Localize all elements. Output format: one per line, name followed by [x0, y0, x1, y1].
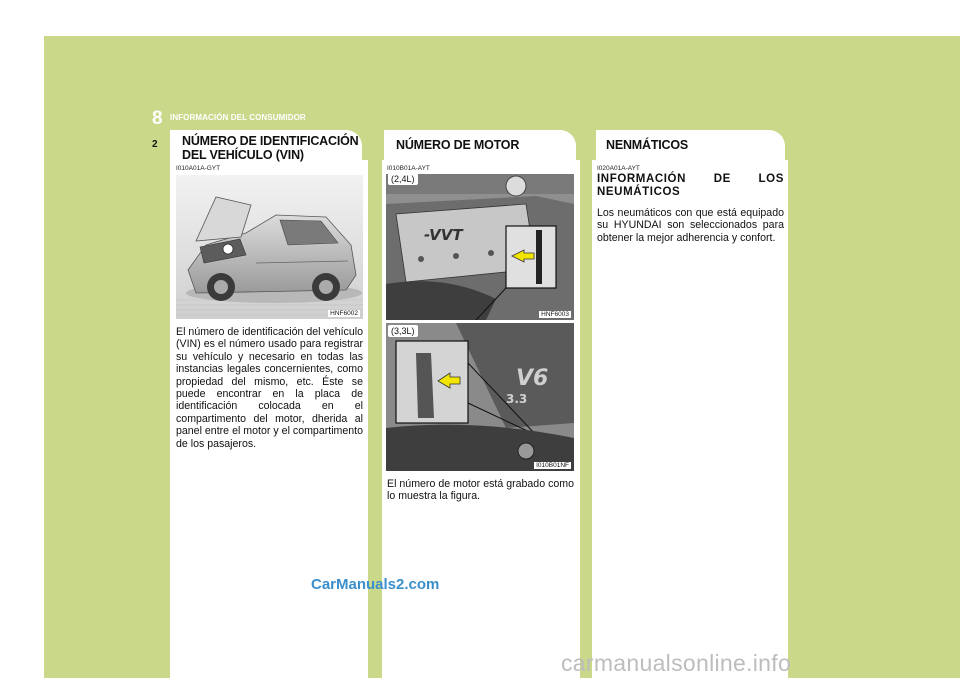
chapter-title: INFORMACIÓN DEL CONSUMIDOR	[170, 113, 306, 122]
engine-24l-svg	[386, 174, 574, 320]
engine-24l-illustration	[386, 174, 574, 320]
car-hood-open-illustration	[176, 175, 363, 319]
car-illustration-svg	[176, 175, 363, 319]
svg-text:-VVT: -VVT	[424, 226, 463, 244]
section-tab-engine	[384, 130, 576, 165]
section-title-line1: NÚMERO DE IDENTIFICACIÓN	[182, 134, 359, 148]
section-code-engine: I010B01A-AYT	[387, 165, 430, 172]
svg-text:V6: V6	[516, 366, 549, 391]
body-text-tires: Los neumáticos con que está equipado su HYUNDAI son seleccionados para obtener la mejor adherencia y confort.	[597, 207, 784, 244]
section-title-vin	[182, 134, 358, 162]
variant-label-33l: (3,3L)	[388, 325, 418, 337]
section-title-tires: NENMÁTICOS	[606, 138, 689, 152]
page-number: 2	[152, 139, 158, 150]
image-label-engine-24l: HNF6003	[541, 311, 569, 318]
engine-33l-svg	[386, 323, 574, 471]
watermark-site: CarManuals2.com	[311, 576, 440, 593]
watermark-footer: carmanualsonline.info	[561, 650, 792, 676]
image-label-engine-33l: I010B01NF	[536, 462, 569, 469]
section-code-tires: I020A01A-AYT	[597, 165, 640, 172]
variant-label-24l: (2,4L)	[388, 174, 418, 185]
section-title-engine: NÚMERO DE MOTOR	[396, 138, 520, 152]
section-code-vin: I010A01A-GYT	[176, 165, 221, 172]
section-tab-tires	[596, 130, 785, 165]
engine-33l-illustration	[386, 323, 574, 471]
subheading-tire-info: INFORMACIÓN DE LOS NEUMÁTICOS	[597, 173, 784, 198]
body-text-vin: El número de identificación del vehículo (VIN) es el número usado para registrar su vehículo y necesario en todas las instancias legales concernientes, como propiedad del mismo, etc. Éste se puede encontrar en la placa de identificación colocada en el compartimento del motor, dherida al panel entre el motor y el compartimento de los pasajeros.	[176, 326, 363, 450]
chapter-number: 8	[152, 108, 163, 129]
section-tab-vin	[170, 130, 362, 165]
body-text-engine: El número de motor está grabado como lo muestra la figura.	[387, 478, 574, 503]
section-title-line2: DEL VEHÍCULO (VIN)	[182, 148, 304, 162]
image-label-vin: HNF6002	[330, 310, 358, 317]
svg-text:3.3: 3.3	[506, 392, 528, 406]
